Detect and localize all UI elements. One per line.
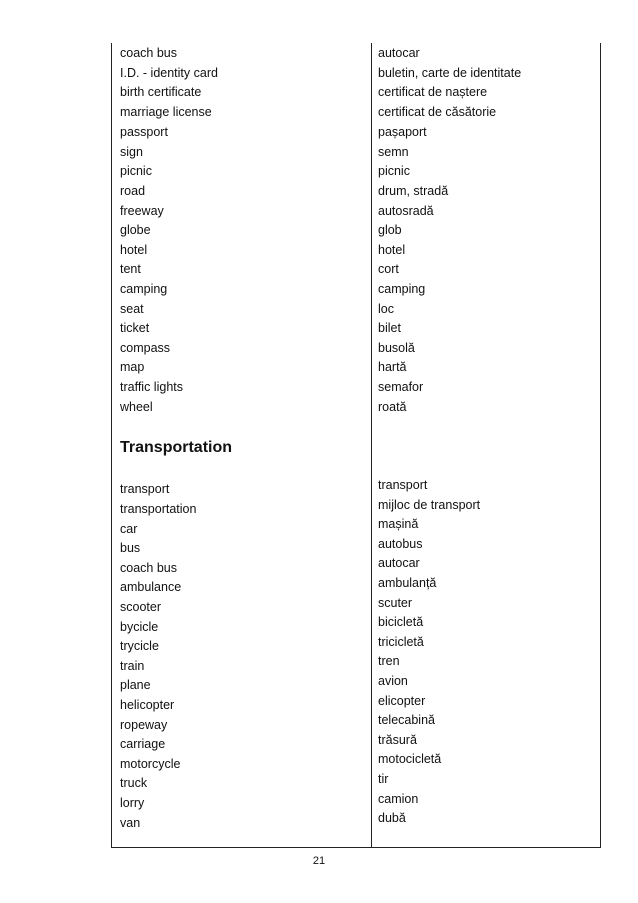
column-divider (371, 43, 372, 847)
section-heading-transportation: Transportation (120, 439, 233, 456)
english-term: bus (120, 541, 141, 555)
romanian-term: hotel (378, 243, 406, 257)
romanian-term: certificat de căsătorie (378, 105, 497, 119)
english-term: bycicle (120, 620, 159, 634)
romanian-term: pașaport (378, 125, 427, 139)
romanian-term: bilet (378, 321, 401, 335)
english-term: scooter (120, 600, 161, 614)
romanian-term: avion (378, 674, 408, 688)
romanian-term: autocar (378, 46, 420, 60)
romanian-term: busolă (378, 341, 415, 355)
romanian-term: tren (378, 654, 400, 668)
english-term: ticket (120, 321, 150, 335)
english-term: camping (120, 282, 168, 296)
romanian-term: hartă (378, 360, 407, 374)
romanian-term: elicopter (378, 694, 426, 708)
romanian-term: glob (378, 223, 402, 237)
english-term: trycicle (120, 639, 159, 653)
romanian-term: autocar (378, 556, 420, 570)
english-term: road (120, 184, 146, 198)
english-term: sign (120, 145, 143, 159)
romanian-term: ambulanță (378, 576, 437, 590)
english-term: carriage (120, 737, 166, 751)
english-term: globe (120, 223, 151, 237)
page-number: 21 (312, 855, 326, 867)
romanian-term: roată (378, 400, 407, 414)
english-term: birth certificate (120, 85, 202, 99)
english-term: hotel (120, 243, 148, 257)
english-term: map (120, 360, 145, 374)
romanian-term: camion (378, 792, 419, 806)
romanian-term: dubă (378, 811, 406, 825)
romanian-term: cort (378, 262, 399, 276)
romanian-term: trăsură (378, 733, 417, 747)
romanian-term: autosradă (378, 204, 434, 218)
english-term: marriage license (120, 105, 212, 119)
romanian-term: drum, stradă (378, 184, 449, 198)
romanian-term: loc (378, 302, 394, 316)
english-term: transport (120, 482, 170, 496)
romanian-term: tir (378, 772, 389, 786)
romanian-term: tricicletă (378, 635, 424, 649)
english-term: ambulance (120, 580, 182, 594)
english-term: helicopter (120, 698, 175, 712)
english-term: freeway (120, 204, 164, 218)
english-term: lorry (120, 796, 145, 810)
english-term: I.D. - identity card (120, 66, 218, 80)
romanian-term: mijloc de transport (378, 498, 481, 512)
english-term: tent (120, 262, 141, 276)
romanian-term: telecabină (378, 713, 435, 727)
english-term: plane (120, 678, 151, 692)
english-term: train (120, 659, 145, 673)
romanian-term: picnic (378, 164, 410, 178)
english-term: car (120, 522, 138, 536)
romanian-term: certificat de naștere (378, 85, 488, 99)
english-term: coach bus (120, 561, 177, 575)
romanian-term: transport (378, 478, 428, 492)
romanian-term: scuter (378, 596, 413, 610)
english-term: truck (120, 776, 148, 790)
english-term: wheel (120, 400, 153, 414)
english-term: passport (120, 125, 168, 139)
english-term: seat (120, 302, 144, 316)
english-term: ropeway (120, 718, 168, 732)
romanian-term: semn (378, 145, 409, 159)
english-term: compass (120, 341, 171, 355)
english-term: transportation (120, 502, 197, 516)
vocabulary-table (111, 43, 601, 848)
english-term: van (120, 816, 141, 830)
english-term: coach bus (120, 46, 177, 60)
english-term: picnic (120, 164, 152, 178)
romanian-term: autobus (378, 537, 423, 551)
romanian-term: semafor (378, 380, 424, 394)
romanian-term: motocicletă (378, 752, 442, 766)
english-term: traffic lights (120, 380, 183, 394)
romanian-term: buletin, carte de identitate (378, 66, 522, 80)
romanian-term: camping (378, 282, 426, 296)
romanian-term: bicicletă (378, 615, 424, 629)
romanian-term: mașină (378, 517, 419, 531)
english-term: motorcycle (120, 757, 181, 771)
